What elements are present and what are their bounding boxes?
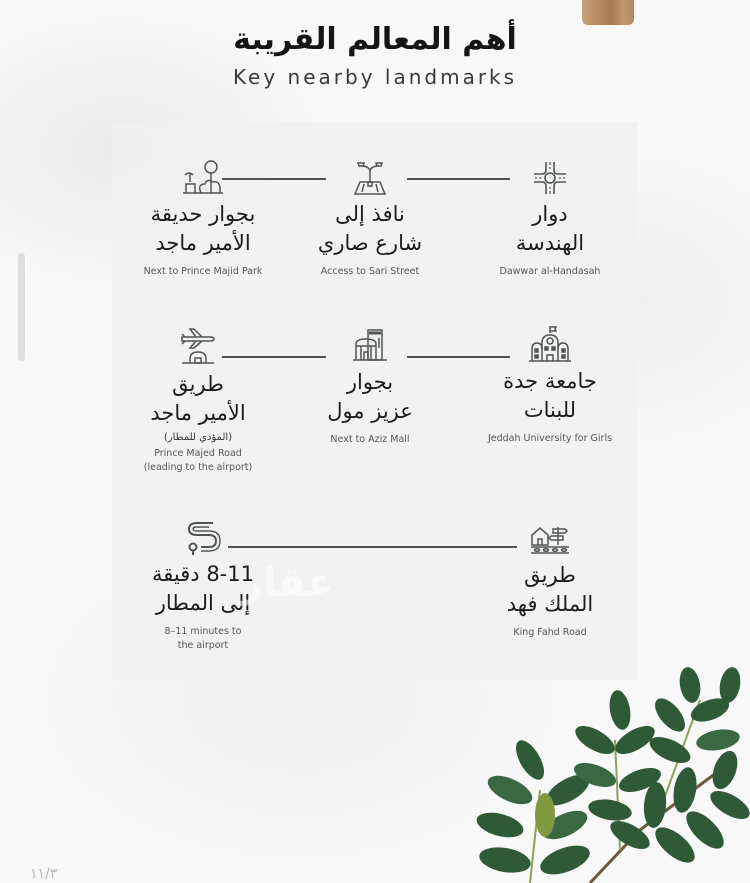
page-number: ١١/٣ (30, 866, 58, 882)
landmark-dawwar-al-handasah (480, 160, 620, 279)
leaf-branch-decoration (470, 670, 750, 883)
university-building-icon (528, 325, 572, 363)
landmark-en-line1: 8–11 minutes to (164, 626, 242, 637)
landmark-en: Next to Prince Majid Park (143, 266, 263, 277)
landmark-ar-line1: بجوار حديقة (150, 202, 256, 226)
mall-building-icon (352, 328, 388, 364)
park-fountain-tree-icon (181, 160, 225, 196)
landmark-ar-line2: للبنات (523, 398, 577, 422)
landmark-king-fahd-road (480, 525, 620, 640)
page-header (0, 18, 750, 92)
landmark-ar-line1: بجوار (346, 370, 394, 394)
landmark-ar-line2: الأمير ماجد (155, 231, 251, 255)
page-title-english: Key nearby landmarks (232, 65, 518, 89)
landmark-en-line2: (leading to the airport) (143, 462, 253, 473)
landmark-ar-line1: طريق (524, 563, 576, 587)
landmark-ar-line1: 8-11 دقيقة (152, 562, 254, 586)
route-pin-icon (185, 520, 221, 556)
landmark-en: Dawwar al-Handasah (499, 266, 601, 277)
landmark-en-line1: Prince Majed Road (154, 448, 242, 459)
landmark-ar-line2: الهندسة (515, 231, 585, 255)
landmark-ar-line1: نافذ إلى (335, 202, 405, 226)
landmark-en: Access to Sari Street (320, 266, 420, 277)
page-title-arabic: أهم المعالم القريبة (233, 22, 517, 57)
watermark: عقار (240, 560, 335, 606)
landmark-prince-majed-road (128, 328, 268, 475)
landmark-en: Jeddah University for Girls (487, 433, 613, 444)
street-lamp-road-icon (352, 160, 388, 196)
landmark-en-line2: the airport (177, 640, 229, 651)
landmark-en: King Fahd Road (513, 627, 587, 638)
landmark-note-ar: (المؤدي للمطار) (163, 432, 233, 443)
landmark-aziz-mall (300, 328, 440, 447)
landmark-ar-line1: طريق (172, 372, 224, 396)
landmark-ar-line1: دوار (532, 202, 568, 226)
landmark-jeddah-university (478, 325, 622, 446)
landmark-en: Next to Aziz Mall (330, 434, 410, 445)
landmark-sari-street (300, 160, 440, 279)
airplane-hangar-icon (180, 328, 216, 366)
roundabout-icon (532, 160, 568, 196)
landmark-ar-line2: عزيز مول (327, 399, 413, 423)
house-signpost-road-icon (530, 525, 570, 555)
landmark-prince-majid-park (133, 160, 273, 279)
landmark-ar-line2: إلى المطار (155, 591, 251, 615)
landmark-ar-line2: الملك فهد (506, 592, 594, 616)
landmark-ar-line2: الأمير ماجد (150, 401, 246, 425)
landmark-ar-line1: جامعة جدة (503, 369, 597, 393)
landmark-ar-line2: شارع صاري (317, 231, 423, 255)
scrollbar[interactable] (18, 253, 25, 361)
